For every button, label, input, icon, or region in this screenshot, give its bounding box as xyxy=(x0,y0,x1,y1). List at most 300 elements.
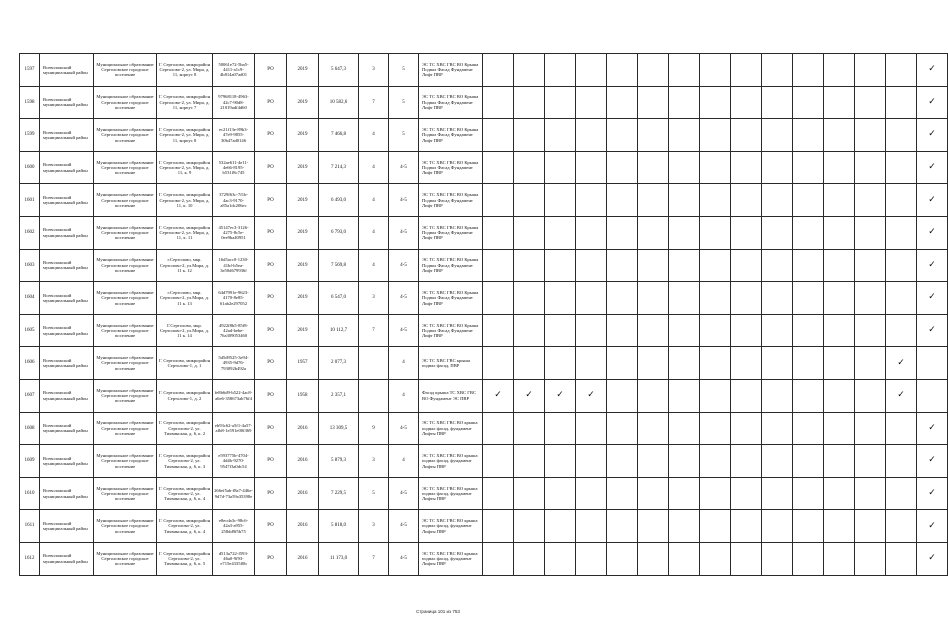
method-cell: РО xyxy=(255,445,287,478)
empty-cell xyxy=(638,86,669,119)
floors-max-cell: 4-5 xyxy=(389,542,419,575)
guid-cell: 50061e72-5ba5-4411-a1c9-4b814a07ad01 xyxy=(213,54,255,87)
area-cell: 11 173,0 xyxy=(319,542,359,575)
year-cell: 2016 xyxy=(287,477,319,510)
empty-cell xyxy=(700,314,731,347)
year-cell: 1957 xyxy=(287,347,319,380)
guid-cell: 45147ec3-3126-4275-8c5e-0ee9ba40951 xyxy=(213,216,255,249)
page-footer: Страница 101 из 753 xyxy=(416,609,460,614)
empty-cell xyxy=(514,216,545,249)
empty-cell xyxy=(576,54,607,87)
floors-min-cell: 7 xyxy=(359,314,389,347)
empty-cell xyxy=(545,347,576,380)
district-cell: Всеволожский муниципальный район xyxy=(40,347,94,380)
municipality-cell: Муниципальное образование Сертоловское городское поселение xyxy=(94,54,157,87)
year-cell: 1958 xyxy=(287,379,319,412)
empty-cell xyxy=(700,119,731,152)
empty-cell xyxy=(607,445,638,478)
empty-cell xyxy=(855,542,886,575)
empty-cell xyxy=(731,347,762,380)
empty-cell xyxy=(793,542,824,575)
table-row xyxy=(20,445,948,478)
address-cell: Г. Сертолово, микрорайон Сертолово-2, ул. Тихвинская, д. 6, к. 2 xyxy=(157,412,213,445)
empty-cell xyxy=(545,249,576,282)
empty-cell xyxy=(886,445,917,478)
empty-cell xyxy=(638,184,669,217)
works-cell: ЭС ТС ХВС ГВС ВО крыша подвал фасад, фундамент Лифты ПВР xyxy=(419,412,483,445)
district-cell: Всеволожский муниципальный район xyxy=(40,379,94,412)
empty-cell xyxy=(731,445,762,478)
empty-cell xyxy=(762,54,793,87)
floors-min-cell: 9 xyxy=(359,412,389,445)
guid-cell: 5d5d9525-3e94-4935-9d76-793092b492a xyxy=(213,347,255,380)
empty-cell xyxy=(793,86,824,119)
table-row xyxy=(20,249,948,282)
empty-cell xyxy=(855,54,886,87)
address-cell: Г. Сертолово, микрорайон Сертолово-2, ул. Мира, д. 11, корпус 8 xyxy=(157,119,213,152)
municipality-cell: Муниципальное образование Сертоловское городское поселение xyxy=(94,249,157,282)
empty-cell xyxy=(886,184,917,217)
empty-cell xyxy=(545,412,576,445)
works-cell: ЭС ТС ХВС ГВС ВО Крыша Подвал Фасад Фундамент Лифт ПВР xyxy=(419,86,483,119)
empty-cell xyxy=(483,184,514,217)
municipality-cell: Муниципальное образование Сертоловское городское поселение xyxy=(94,314,157,347)
empty-cell xyxy=(483,54,514,87)
empty-cell xyxy=(855,184,886,217)
floors-min-cell: 4 xyxy=(359,151,389,184)
works-cell: ЭС ТС ХВС ГВС ВО крыша подвал фасад, фундамент Лифты ПВР xyxy=(419,542,483,575)
floors-min-cell: 7 xyxy=(359,86,389,119)
empty-cell xyxy=(483,510,514,543)
works-cell: ЭС ТС ХВС ГВС ВО Крыша Подвал Фасад Фундамент Лифт ПВР xyxy=(419,216,483,249)
empty-cell xyxy=(669,347,700,380)
floors-max-cell: 4 xyxy=(389,347,419,380)
method-cell: РО xyxy=(255,347,287,380)
empty-cell xyxy=(762,379,793,412)
address-cell: Г. Сертолово, микрорайон Сертолово-2, ул. Мира, д. 11, корпус 8 xyxy=(157,54,213,87)
floors-min-cell: 4 xyxy=(359,119,389,152)
empty-cell xyxy=(483,282,514,315)
empty-cell xyxy=(483,314,514,347)
floors-max-cell: 5 xyxy=(389,54,419,87)
method-cell: РО xyxy=(255,379,287,412)
housing-register-table xyxy=(19,53,948,576)
municipality-cell: Муниципальное образование Сертоловское городское поселение xyxy=(94,477,157,510)
floors-min-cell: 3 xyxy=(359,54,389,87)
empty-cell xyxy=(669,379,700,412)
empty-cell xyxy=(576,249,607,282)
empty-cell xyxy=(855,314,886,347)
address-cell: Г. Сертолово, микрорайон Сертолово-2, ул. Тихвинская, д. 6, к. 4 xyxy=(157,477,213,510)
empty-cell xyxy=(483,119,514,152)
works-cell: ЭС ТС ХВС ГВС ВО крыша подвал фасад, фундамент Лифты ПВР xyxy=(419,445,483,478)
floors-max-cell: 4-5 xyxy=(389,249,419,282)
empty-cell xyxy=(731,249,762,282)
row-number: 1609 xyxy=(20,445,40,478)
empty-cell xyxy=(576,282,607,315)
empty-cell xyxy=(638,477,669,510)
empty-cell xyxy=(762,314,793,347)
empty-cell xyxy=(700,412,731,445)
empty-cell xyxy=(762,151,793,184)
empty-cell xyxy=(855,151,886,184)
table-row xyxy=(20,54,948,87)
empty-cell xyxy=(669,445,700,478)
empty-cell xyxy=(793,249,824,282)
empty-cell xyxy=(700,510,731,543)
method-cell: РО xyxy=(255,216,287,249)
row-number: 1606 xyxy=(20,347,40,380)
empty-cell xyxy=(731,184,762,217)
works-cell: ЭС ТС ХВС ГВС ВО Крыша Подвал Фасад Фундамент Лифт ПВР xyxy=(419,119,483,152)
check-mark-icon: ✓ xyxy=(514,379,545,412)
method-cell: РО xyxy=(255,151,287,184)
empty-cell xyxy=(855,347,886,380)
year-cell: 2016 xyxy=(287,510,319,543)
row-number: 1607 xyxy=(20,379,40,412)
empty-cell xyxy=(483,86,514,119)
empty-cell xyxy=(700,86,731,119)
address-cell: г.Сертолово, мкр. Сертолово-2, ул.Мира, д. 11 к. 12 xyxy=(157,249,213,282)
empty-cell xyxy=(886,314,917,347)
empty-cell xyxy=(669,477,700,510)
empty-cell xyxy=(824,477,855,510)
empty-cell xyxy=(514,542,545,575)
check-mark-icon: ✓ xyxy=(545,379,576,412)
address-cell: Г. Сертолово, микрорайон Сертолово-2, ул. Мира, д. 11, корпус 7 xyxy=(157,86,213,119)
empty-cell xyxy=(700,54,731,87)
empty-cell xyxy=(886,510,917,543)
empty-cell xyxy=(700,542,731,575)
guid-cell: 266ef5ab-f8a7-446e-9d7d-73a59a35398e xyxy=(213,477,255,510)
year-cell: 2019 xyxy=(287,54,319,87)
empty-cell xyxy=(793,216,824,249)
empty-cell xyxy=(855,216,886,249)
empty-cell xyxy=(793,510,824,543)
floors-min-cell: 3 xyxy=(359,445,389,478)
empty-cell xyxy=(545,510,576,543)
table-row xyxy=(20,347,948,380)
empty-cell xyxy=(762,216,793,249)
empty-cell xyxy=(762,86,793,119)
floors-min-cell: 5 xyxy=(359,477,389,510)
empty-cell xyxy=(762,477,793,510)
district-cell: Всеволожский муниципальный район xyxy=(40,282,94,315)
empty-cell xyxy=(855,510,886,543)
empty-cell xyxy=(700,477,731,510)
empty-cell xyxy=(576,412,607,445)
row-number: 1611 xyxy=(20,510,40,543)
check-mark-icon: ✓ xyxy=(886,379,917,412)
empty-cell xyxy=(514,54,545,87)
floors-max-cell: 4-5 xyxy=(389,510,419,543)
row-number: 1604 xyxy=(20,282,40,315)
empty-cell xyxy=(793,54,824,87)
district-cell: Всеволожский муниципальный район xyxy=(40,445,94,478)
row-number: 1605 xyxy=(20,314,40,347)
empty-cell xyxy=(700,379,731,412)
empty-cell xyxy=(545,184,576,217)
address-cell: г.Сертолово, мкр. Сертолово-2, ул.Мира, д. 11 к. 13 xyxy=(157,282,213,315)
table-row xyxy=(20,86,948,119)
method-cell: РО xyxy=(255,412,287,445)
empty-cell xyxy=(793,119,824,152)
empty-cell xyxy=(824,282,855,315)
method-cell: РО xyxy=(255,249,287,282)
floors-max-cell: 5 xyxy=(389,119,419,152)
empty-cell xyxy=(607,151,638,184)
empty-cell xyxy=(576,119,607,152)
empty-cell xyxy=(576,216,607,249)
empty-cell xyxy=(483,477,514,510)
empty-cell xyxy=(607,477,638,510)
empty-cell xyxy=(545,54,576,87)
empty-cell xyxy=(669,184,700,217)
empty-cell xyxy=(793,314,824,347)
empty-cell xyxy=(855,249,886,282)
empty-cell xyxy=(700,282,731,315)
empty-cell xyxy=(731,477,762,510)
empty-cell xyxy=(700,249,731,282)
empty-cell xyxy=(824,216,855,249)
municipality-cell: Муниципальное образование Сертоловское городское поселение xyxy=(94,184,157,217)
empty-cell xyxy=(731,314,762,347)
empty-cell xyxy=(793,445,824,478)
district-cell: Всеволожский муниципальный район xyxy=(40,184,94,217)
empty-cell xyxy=(700,216,731,249)
empty-cell xyxy=(762,119,793,152)
empty-cell xyxy=(793,184,824,217)
empty-cell xyxy=(514,184,545,217)
row-number: 1610 xyxy=(20,477,40,510)
empty-cell xyxy=(886,151,917,184)
empty-cell xyxy=(824,86,855,119)
empty-cell xyxy=(700,347,731,380)
address-cell: Г. Сертолово, микрорайон Сертолово-2, ул. Мира, д. 11, к. 9 xyxy=(157,151,213,184)
municipality-cell: Муниципальное образование Сертоловское городское поселение xyxy=(94,510,157,543)
year-cell: 2019 xyxy=(287,184,319,217)
guid-cell: ec21f13e-89b3-47e9-9855-30b47ad0146 xyxy=(213,119,255,152)
guid-cell: d513a722-f593-46a0-9f93-e715e4335f0b xyxy=(213,542,255,575)
district-cell: Всеволожский муниципальный район xyxy=(40,216,94,249)
method-cell: РО xyxy=(255,477,287,510)
empty-cell xyxy=(638,412,669,445)
empty-cell xyxy=(545,314,576,347)
empty-cell xyxy=(793,347,824,380)
row-number: 1601 xyxy=(20,184,40,217)
empty-cell xyxy=(731,54,762,87)
municipality-cell: Муниципальное образование Сертоловское городское поселение xyxy=(94,412,157,445)
table-row xyxy=(20,412,948,445)
area-cell: 6 493,0 xyxy=(319,184,359,217)
row-number: 1597 xyxy=(20,54,40,87)
works-cell: ЭС ТС ХВС ГВС ВО Крыша Подвал Фасад Фундамент Лифт ПВР xyxy=(419,184,483,217)
method-cell: РО xyxy=(255,86,287,119)
empty-cell xyxy=(607,54,638,87)
check-mark-icon: ✓ xyxy=(917,249,948,282)
empty-cell xyxy=(824,510,855,543)
method-cell: РО xyxy=(255,282,287,315)
empty-cell xyxy=(545,542,576,575)
empty-cell xyxy=(545,86,576,119)
works-cell: Фасад крыша ТС ХВС ГВС ВО Фундамент ЭС ПВР xyxy=(419,379,483,412)
empty-cell xyxy=(700,445,731,478)
empty-cell xyxy=(576,86,607,119)
empty-cell xyxy=(855,379,886,412)
empty-cell xyxy=(731,151,762,184)
empty-cell xyxy=(762,412,793,445)
guid-cell: 97968118-4963-42c7-90d8-21019adf4d60 xyxy=(213,86,255,119)
empty-cell xyxy=(483,412,514,445)
empty-cell xyxy=(669,216,700,249)
works-cell: ЭС ТС ХВС ГВС ВО крыша подвал фасад, фундамент Лифты ПВР xyxy=(419,510,483,543)
empty-cell xyxy=(576,151,607,184)
municipality-cell: Муниципальное образование Сертоловское городское поселение xyxy=(94,379,157,412)
empty-cell xyxy=(669,314,700,347)
check-mark-icon: ✓ xyxy=(917,282,948,315)
district-cell: Всеволожский муниципальный район xyxy=(40,119,94,152)
district-cell: Всеволожский муниципальный район xyxy=(40,412,94,445)
district-cell: Всеволожский муниципальный район xyxy=(40,314,94,347)
empty-cell xyxy=(576,184,607,217)
floors-max-cell: 4-5 xyxy=(389,184,419,217)
empty-cell xyxy=(886,542,917,575)
works-cell: ЭС ТС ХВС ГВС крыша подвал фасад, ПВР xyxy=(419,347,483,380)
floors-max-cell: 4-5 xyxy=(389,216,419,249)
works-cell: ЭС ТС ХВС ГВС ВО Крыша Подвал Фасад Фундамент Лифт ПВР xyxy=(419,54,483,87)
empty-cell xyxy=(824,347,855,380)
row-number: 1608 xyxy=(20,412,40,445)
empty-cell xyxy=(638,445,669,478)
area-cell: 10 582,6 xyxy=(319,86,359,119)
empty-cell xyxy=(886,119,917,152)
works-cell: ЭС ТС ХВС ГВС ВО Крыша Подвал Фасад Фундамент Лифт ПВР xyxy=(419,282,483,315)
table-row xyxy=(20,119,948,152)
empty-cell xyxy=(855,412,886,445)
address-cell: Г. Сертолово, микрорайон Сертолово-1, д. 2 xyxy=(157,379,213,412)
works-cell: ЭС ТС ХВС ГВС ВО Крыша Подвал Фасад Фундамент Лифт ПВР xyxy=(419,249,483,282)
empty-cell xyxy=(824,151,855,184)
empty-cell xyxy=(824,119,855,152)
empty-cell xyxy=(545,216,576,249)
empty-cell xyxy=(576,542,607,575)
guid-cell: 3729f63c-7f1b-4ac3-9170-a85a1dc206ec xyxy=(213,184,255,217)
empty-cell xyxy=(514,86,545,119)
check-mark-icon: ✓ xyxy=(917,412,948,445)
area-cell: 5 647,3 xyxy=(319,54,359,87)
guid-cell: 532ae611-4e11-4e66-8195-b531f8c745 xyxy=(213,151,255,184)
table-row xyxy=(20,282,948,315)
empty-cell xyxy=(638,314,669,347)
empty-cell xyxy=(638,379,669,412)
area-cell: 13 309,5 xyxy=(319,412,359,445)
empty-cell xyxy=(483,542,514,575)
empty-cell xyxy=(514,249,545,282)
empty-cell xyxy=(545,282,576,315)
empty-cell xyxy=(731,379,762,412)
empty-cell xyxy=(762,249,793,282)
guid-cell: 64d7991e-9623-4170-8e85-61ab2e297052 xyxy=(213,282,255,315)
floors-max-cell: 4 xyxy=(389,379,419,412)
empty-cell xyxy=(514,282,545,315)
empty-cell xyxy=(607,379,638,412)
floors-max-cell: 4-5 xyxy=(389,314,419,347)
floors-min-cell: 7 xyxy=(359,542,389,575)
address-cell: Г. Сертолово, микрорайон Сертолово-2, ул. Мира, д. 11, к. 10 xyxy=(157,184,213,217)
empty-cell xyxy=(607,249,638,282)
empty-cell xyxy=(762,347,793,380)
check-mark-icon: ✓ xyxy=(917,510,948,543)
district-cell: Всеволожский муниципальный район xyxy=(40,510,94,543)
guid-cell: eb93c62-a5f1-4a57-afb8-1e591e00f369 xyxy=(213,412,255,445)
empty-cell xyxy=(638,542,669,575)
empty-cell xyxy=(762,282,793,315)
empty-cell xyxy=(483,216,514,249)
works-cell: ЭС ТС ХВС ГВС ВО Крыша Подвал Фасад Фундамент Лифт ПВР xyxy=(419,151,483,184)
empty-cell xyxy=(793,477,824,510)
empty-cell xyxy=(576,445,607,478)
empty-cell xyxy=(669,119,700,152)
municipality-cell: Муниципальное образование Сертоловское городское поселение xyxy=(94,445,157,478)
empty-cell xyxy=(638,119,669,152)
empty-cell xyxy=(700,184,731,217)
floors-max-cell: 4-5 xyxy=(389,282,419,315)
table-row xyxy=(20,314,948,347)
empty-cell xyxy=(824,445,855,478)
year-cell: 2016 xyxy=(287,445,319,478)
empty-cell xyxy=(669,542,700,575)
empty-cell xyxy=(669,54,700,87)
empty-cell xyxy=(607,412,638,445)
empty-cell xyxy=(731,282,762,315)
empty-cell xyxy=(886,54,917,87)
table-row xyxy=(20,542,948,575)
empty-cell xyxy=(731,119,762,152)
municipality-cell: Муниципальное образование Сертоловское городское поселение xyxy=(94,151,157,184)
floors-min-cell: 4 xyxy=(359,216,389,249)
row-number: 1599 xyxy=(20,119,40,152)
empty-cell xyxy=(917,379,948,412)
empty-cell xyxy=(638,282,669,315)
empty-cell xyxy=(514,477,545,510)
empty-cell xyxy=(576,510,607,543)
district-cell: Всеволожский муниципальный район xyxy=(40,86,94,119)
empty-cell xyxy=(514,510,545,543)
floors-max-cell: 4-5 xyxy=(389,477,419,510)
floors-min-cell xyxy=(359,347,389,380)
empty-cell xyxy=(855,445,886,478)
area-cell: 7 229,5 xyxy=(319,477,359,510)
empty-cell xyxy=(886,86,917,119)
empty-cell xyxy=(483,249,514,282)
empty-cell xyxy=(886,477,917,510)
empty-cell xyxy=(793,282,824,315)
empty-cell xyxy=(855,282,886,315)
empty-cell xyxy=(669,151,700,184)
address-cell: Г. Сертолово, микрорайон Сертолово-2, ул. Тихвинская, д. 6, к. 4 xyxy=(157,510,213,543)
area-cell: 5 818,0 xyxy=(319,510,359,543)
empty-cell xyxy=(607,86,638,119)
floors-max-cell: 5 xyxy=(389,86,419,119)
address-cell: Г. Сертолово, микрорайон Сертолово-2, ул. Мира, д. 11, к. 11 xyxy=(157,216,213,249)
floors-min-cell: 3 xyxy=(359,510,389,543)
empty-cell xyxy=(700,151,731,184)
method-cell: РО xyxy=(255,184,287,217)
empty-cell xyxy=(483,347,514,380)
empty-cell xyxy=(824,542,855,575)
row-number: 1600 xyxy=(20,151,40,184)
area-cell: 7 214,3 xyxy=(319,151,359,184)
